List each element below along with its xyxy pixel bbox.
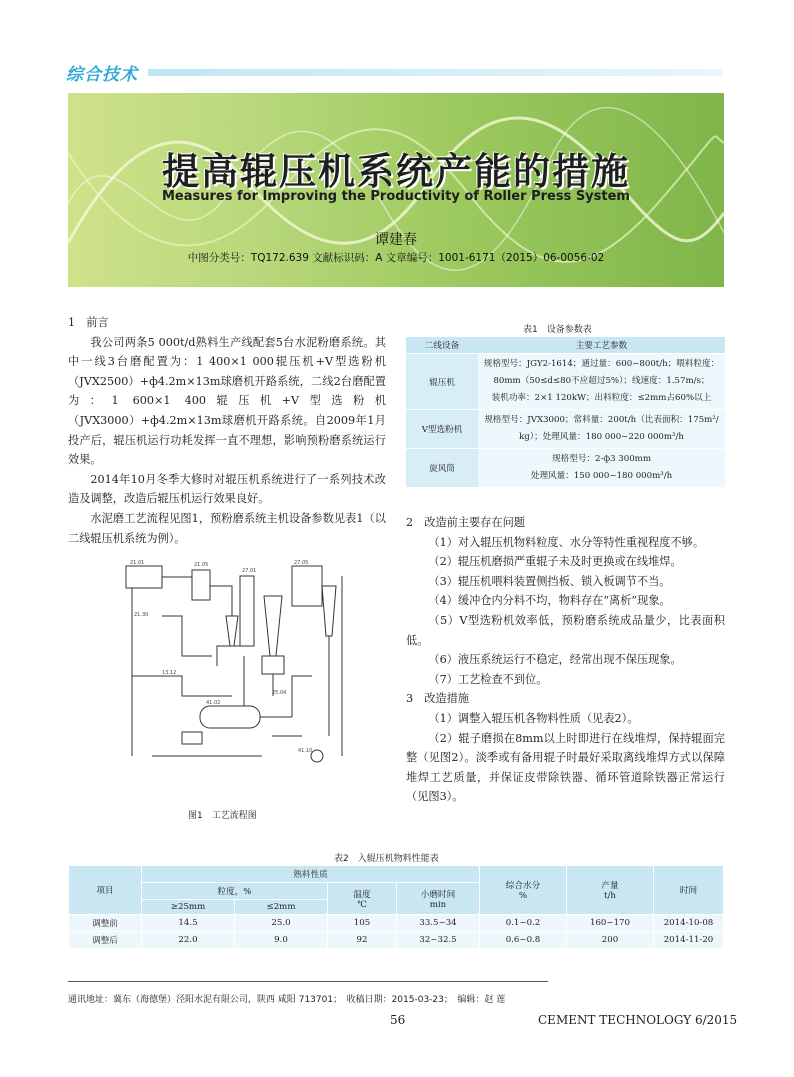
journal-name: CEMENT TECHNOLOGY 6/2015	[538, 1013, 738, 1027]
left-column	[68, 313, 386, 548]
process-flow-figure	[122, 556, 354, 778]
list-item: （2）辊子磨损在8mm以上时即进行在线堆焊，保持辊面完整（见图2）。淡季或有备用辊子时最好采取离线堆焊方式以保障堆焊工艺质量，并保证皮带除铁器、循环管道除铁器正常运行（见图3）。	[406, 731, 725, 804]
classification-line: 中图分类号：TQ172.639 文献标识码：A 文章编号：1001-6171（2015）06-0056-02	[187, 252, 605, 264]
svg-text:21.30: 21.30	[134, 612, 149, 618]
table-row: 辊压机 规格型号：JGY2-1614；通过量：600~800t/h；喂料粒度： 80mm（50≤d≤80不应超过5%）；线速度：1.57m/s； 装机功率：2×1 120kW；出料粒度：≤2mm占60%以上	[406, 354, 725, 410]
list-item: （3）辊压机喂料装置侧挡板、锁入板调节不当。	[428, 574, 671, 588]
table-row: 调整前 14.5 25.0 105 33.5~34 0.1~0.2 160~170 2014-10-08	[69, 915, 724, 932]
list-item: （1）调整入辊压机各物料性质（见表2）。	[428, 711, 639, 725]
svg-text:27.05: 27.05	[294, 560, 309, 566]
title-banner	[68, 93, 724, 287]
right-column	[406, 513, 725, 807]
paragraph-3: 水泥磨工艺流程见图1，预粉磨系统主机设备参数见表1（以二线辊压机系统为例）。	[68, 511, 386, 545]
list-item: （4）缓冲仓内分料不均，物料存在“离析”现象。	[428, 594, 671, 608]
footnote: 通讯地址：冀东（海德堡）泾阳水泥有限公司，陕西 咸阳 713701； 收稿日期：2015-03-23； 编辑：赵 莲	[68, 995, 506, 1005]
svg-text:27.01: 27.01	[242, 568, 257, 574]
author: 谭建春	[375, 232, 417, 248]
svg-text:13.12: 13.12	[162, 670, 177, 676]
article-title: 提高辊压机系统产能的措施	[162, 150, 630, 193]
svg-text:25.04: 25.04	[272, 690, 287, 696]
page-number: 56	[390, 1013, 406, 1027]
list-item: （2）辊压机磨损严重辊子未及时更换或在线堆焊。	[428, 555, 682, 569]
section-tag: 综合技术	[66, 65, 138, 85]
svg-text:21.05: 21.05	[194, 562, 209, 568]
table-1-header: 主要工艺参数	[478, 337, 725, 354]
table-2-caption: 表2 入辊压机物料性能表	[334, 854, 439, 864]
list-item: （1）对入辊压机物料粒度、水分等特性重视程度不够。	[428, 535, 705, 549]
paragraph-1: 我公司两条5 000t/d熟料生产线配套5台水泥粉磨系统。其中一线3台磨配置为：1 400×1 000辊压机+V型选粉机（JVX2500）+ф4.2m×13m球磨机开路系统，二线2台磨配置为：1 600×1 400辊压机+V型选粉机（JVX3000）+ф4.2m×13m球磨机开路系统。自2009年1月投产后，辊压机运行功耗发挥一直不理想，影响预粉磨系统运行效果。	[68, 335, 386, 467]
article-subtitle-en: Measures for Improving the Productivity of Roller Press System	[162, 189, 630, 204]
figure-1-caption: 图1 工艺流程图	[188, 811, 257, 821]
svg-text:21.01: 21.01	[130, 560, 145, 566]
list-item: （6）液压系统运行不稳定，经常出现不保压现象。	[428, 653, 682, 667]
table-2: 项目 熟料性质 综合水分 % 产量 t/h 时间 粒度，% 温度 ℃ 小磨时间 min ≥25mm ≤2mm 调整前 14.5 25.0 105 33.5~34 0.1~0.2 160~170 2014-10-08 调整后 22.0 9.0 92 32~32.5 0.6~0.8 200 2014-11-20	[68, 865, 724, 949]
footnote-rule	[68, 981, 548, 982]
header-rule	[148, 69, 723, 76]
table-row: 调整后 22.0 9.0 92 32~32.5 0.6~0.8 200 2014-11-20	[69, 932, 724, 949]
table-1	[406, 336, 725, 487]
table-row: 旋风筒 规格型号：2-ф3 300mm 处理风量：150 000~180 000m³/h	[406, 449, 725, 488]
list-item: （7）工艺检查不到位。	[428, 672, 548, 686]
section-heading-3: 3 改造措施	[406, 692, 470, 706]
list-item: （5）V型选粉机效率低，预粉磨系统成品量少，比表面积低。	[406, 613, 725, 647]
section-heading-1: 1 前言	[68, 316, 109, 329]
table-1-caption: 表1 设备参数表	[523, 325, 592, 335]
table-1-header: 二线设备	[406, 337, 478, 354]
svg-text:41.02: 41.02	[206, 700, 221, 706]
table-row: V型选粉机 规格型号：JVX3000；常料量：200t/h（比表面积：175m²/ kg）；处理风量：180 000~220 000m³/h	[406, 410, 725, 449]
paragraph-2: 2014年10月冬季大修时对辊压机系统进行了一系列技术改造及调整，改造后辊压机运行效果良好。	[68, 472, 386, 506]
section-heading-2: 2 改造前主要存在问题	[406, 516, 525, 529]
svg-text:41.10: 41.10	[298, 748, 313, 754]
